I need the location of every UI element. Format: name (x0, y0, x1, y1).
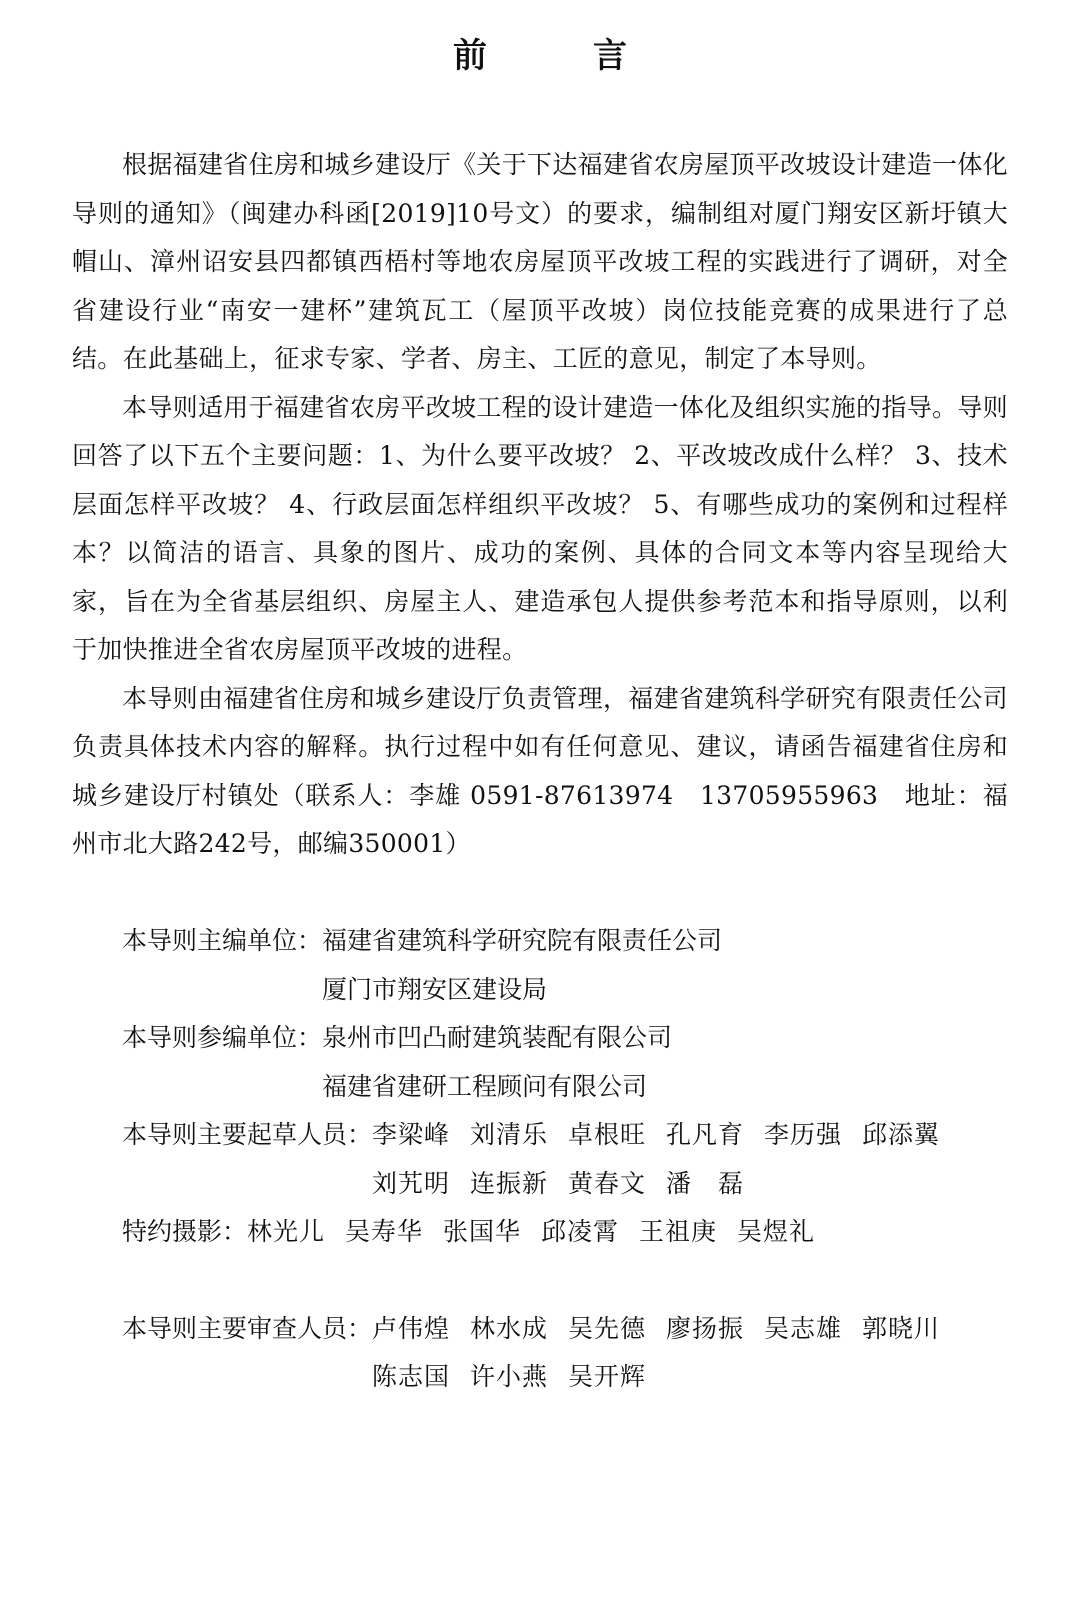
page-title: 前 言 (453, 36, 663, 76)
drafter-name: 刘艽明 (372, 1168, 451, 1198)
preface-body (72, 141, 1008, 869)
drafter-name: 李历强 (764, 1120, 843, 1149)
photographer-name: 张国华 (443, 1217, 522, 1246)
reviewers-label: 本导则主要审查人员： (122, 1313, 373, 1343)
drafter-name: 潘 磊 (666, 1168, 745, 1198)
chief-editor-row (122, 917, 1022, 1014)
photographer-name: 王祖庚 (639, 1217, 718, 1246)
photographers-names (247, 1208, 847, 1257)
reviewer-name: 郭晓川 (862, 1313, 941, 1343)
drafter-name: 邱添翼 (862, 1120, 941, 1149)
co-editor-label: 本导则参编单位： (122, 1023, 323, 1052)
paragraph-2: 本导则适用于福建省农房平改坡工程的设计建造一体化及组织实施的指导。导则回答了以下五个主要问题：1、为什么要平改坡？ 2、平改坡改成什么样？ 3、技术层面怎样平改坡？ 4、行政层面怎样组织平改坡？ 5、有哪些成功的案例和过程样本？以简洁的语言、具象的图片、成功的案例、具体的合同文本等内容呈现给大家，旨在为全省基层组织、房屋主人、建造承包人提供参考范本和指导原则，以利于加快推进全省农房屋顶平改坡的进程。 (72, 392, 1008, 664)
reviewer-name: 吴先德 (568, 1313, 647, 1343)
chief-editor-units (322, 917, 722, 1014)
drafters-names (372, 1111, 972, 1208)
chief-editor-unit: 厦门市翔安区建设局 (322, 974, 548, 1004)
co-editor-row (122, 1014, 1022, 1111)
paragraph-3: 本导则由福建省住房和城乡建设厅负责管理，福建省建筑科学研究有限责任公司负责具体技术内容的解释。执行过程中如有任何意见、建议，请函告福建省住房和城乡建设厅村镇处（联系人：李雄 0591-87613974 13705955963 地址：福州市北大路242号，邮编350001） (72, 683, 1008, 858)
reviewer-name: 卢伟煌 (372, 1313, 451, 1343)
co-editor-unit: 泉州市凹凸耐建筑装配有限公司 (322, 1023, 673, 1052)
drafter-name: 李梁峰 (372, 1120, 451, 1149)
chief-editor-label: 本导则主编单位： (122, 926, 323, 955)
co-editor-unit: 福建省建研工程顾问有限公司 (322, 1071, 648, 1101)
photographers-label: 特约摄影： (122, 1217, 248, 1246)
paragraph-1: 根据福建省住房和城乡建设厅《关于下达福建省农房屋顶平改坡设计建造一体化导则的通知》（闽建办科函[2019]10号文）的要求，编制组对厦门翔安区新圩镇大帽山、漳州诏安县四都镇西梧村等地农房屋顶平改坡工程的实践进行了调研，对全省建设行业“南安一建杯”建筑瓦工（屋顶平改坡）岗位技能竞赛的成果进行了总结。在此基础上，征求专家、学者、房主、工匠的意见，制定了本导则。 (72, 150, 1008, 373)
drafters-label: 本导则主要起草人员： (122, 1120, 373, 1149)
spacer (122, 1257, 1022, 1305)
reviewers-names (372, 1305, 972, 1402)
drafter-name: 黄春文 (568, 1168, 647, 1198)
drafter-name: 刘清乐 (470, 1120, 549, 1149)
reviewer-name: 许小燕 (470, 1362, 549, 1391)
reviewer-name: 林水成 (470, 1313, 549, 1343)
photographers-row (122, 1208, 1022, 1257)
co-editor-units (322, 1014, 672, 1111)
reviewer-name: 廖扬振 (666, 1313, 745, 1343)
drafter-name: 连振新 (470, 1168, 549, 1198)
photographer-name: 邱凌霄 (541, 1217, 620, 1246)
chief-editor-unit: 福建省建筑科学研究院有限责任公司 (322, 926, 723, 955)
photographer-name: 吴寿华 (345, 1217, 424, 1246)
reviewer-name: 吴志雄 (764, 1313, 843, 1343)
photographer-name: 吴煜礼 (737, 1217, 816, 1246)
credits-section (122, 917, 1022, 1402)
drafter-name: 卓根旺 (568, 1120, 647, 1149)
reviewers-row (122, 1305, 1022, 1402)
reviewer-name: 吴开辉 (568, 1362, 647, 1391)
drafters-row (122, 1111, 1022, 1208)
drafter-name: 孔凡育 (666, 1120, 745, 1149)
reviewer-name: 陈志国 (372, 1362, 451, 1391)
photographer-name: 林光儿 (247, 1217, 326, 1246)
